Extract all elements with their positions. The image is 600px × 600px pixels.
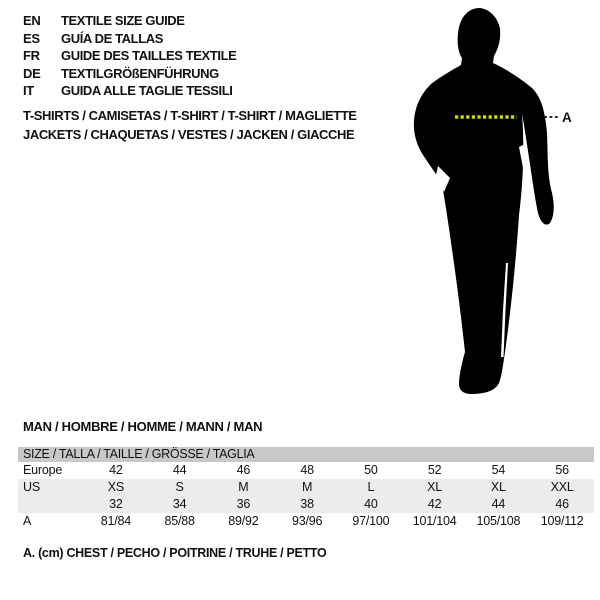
size-cell: 48 <box>300 463 314 477</box>
table-row <box>18 496 594 513</box>
size-cell: 38 <box>300 497 314 511</box>
language-code: FR <box>23 48 40 63</box>
size-cell: 93/96 <box>291 514 323 528</box>
size-cell: 46 <box>555 497 569 511</box>
size-cell: 52 <box>427 463 442 477</box>
size-cell: 42 <box>427 497 442 511</box>
size-cell: M <box>302 480 313 494</box>
category-lines <box>23 106 357 144</box>
footnote: A. (cm) CHEST / PECHO / POITRINE / TRUHE / PETTO <box>23 546 327 560</box>
row-label: US <box>23 480 40 494</box>
row-label <box>18 496 84 513</box>
size-cell: 40 <box>364 497 378 511</box>
size-table-header: SIZE / TALLA / TAILLE / GRÖSSE / TAGLIA <box>18 447 594 462</box>
size-cell: 89/92 <box>228 514 259 528</box>
section-title: MAN / HOMBRE / HOMME / MANN / MAN <box>23 419 263 434</box>
language-list <box>23 12 236 100</box>
row-label: Europe <box>23 463 63 477</box>
size-cell: XL <box>490 480 506 494</box>
size-cell: 50 <box>364 463 378 477</box>
size-cell: 101/104 <box>412 514 457 528</box>
language-code: DE <box>23 65 41 81</box>
language-label: GUIDE DES TAILLES TEXTILE <box>61 48 237 63</box>
category-line-tshirts: T-SHIRTS / CAMISETAS / T-SHIRT / T-SHIRT / MAGLIETTE <box>23 108 357 123</box>
language-code: EN <box>23 13 41 28</box>
size-cell: 85/88 <box>164 514 195 528</box>
size-table-body <box>18 462 594 530</box>
size-cell: 105/108 <box>476 514 521 528</box>
size-cell: 46 <box>236 463 251 477</box>
size-cell: 32 <box>109 497 123 511</box>
row-label: A <box>23 514 32 528</box>
language-code: ES <box>23 30 40 46</box>
size-cell: 109/112 <box>540 514 584 528</box>
language-row <box>23 82 236 100</box>
category-line-jackets: JACKETS / CHAQUETAS / VESTES / JACKEN / GIACCHE <box>23 127 355 142</box>
size-cell: 81/84 <box>100 514 132 528</box>
language-code: IT <box>23 83 34 98</box>
size-cell: 56 <box>555 463 569 477</box>
size-cell: 42 <box>109 463 123 477</box>
size-cell: 54 <box>491 463 506 477</box>
size-cell: L <box>367 480 375 494</box>
man-silhouette <box>405 5 580 400</box>
size-cell: 34 <box>172 497 187 511</box>
size-table <box>18 447 594 530</box>
table-row <box>18 513 594 530</box>
language-label: TEXTILGRÖßENFÜHRUNG <box>61 65 219 81</box>
language-label: GUÍA DE TALLAS <box>61 30 164 46</box>
size-cell: M <box>238 480 249 494</box>
size-cell: 36 <box>236 497 251 511</box>
table-row <box>18 462 594 479</box>
size-cell: XS <box>107 480 125 494</box>
table-row <box>18 479 594 496</box>
size-cell: 44 <box>172 463 187 477</box>
size-cell: XXL <box>550 480 574 494</box>
language-row <box>23 30 236 48</box>
language-row <box>23 65 236 83</box>
size-cell: S <box>175 480 184 494</box>
language-label: GUIDA ALLE TAGLIE TESSILI <box>61 83 233 98</box>
size-cell: 97/100 <box>352 514 390 528</box>
size-cell: XL <box>427 480 443 494</box>
language-row <box>23 12 236 30</box>
measure-label-a: A <box>562 110 572 125</box>
language-row <box>23 47 236 65</box>
language-label: TEXTILE SIZE GUIDE <box>61 13 185 28</box>
size-cell: 44 <box>491 497 506 511</box>
